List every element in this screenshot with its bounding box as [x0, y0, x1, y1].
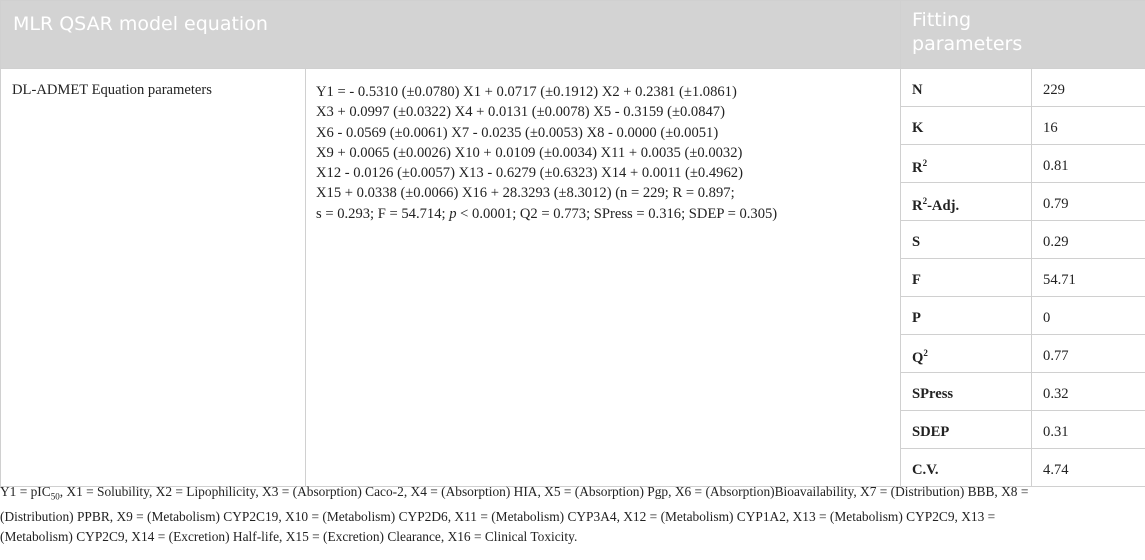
- param-name-k: K: [901, 107, 1032, 145]
- table-footnote: [0, 482, 1140, 547]
- footnote-line: (Distribution) PPBR, X9 = (Metabolism) CYP2C19, X10 = (Metabolism) CYP2D6, X11 = (Metabolism) CYP3A4, X12 = (Metabolism) CYP1A2, X13 = (Metabolism) CYP2C9, X13 =: [0, 508, 996, 524]
- equation-line: X9 + 0.0065 (±0.0026) X10 + 0.0109 (±0.0034) X11 + 0.0035 (±0.0032): [316, 144, 743, 161]
- equation-line: Y1 = - 0.5310 (±0.0780) X1 + 0.0717 (±0.1912) X2 + 0.2381 (±1.0861): [316, 84, 737, 100]
- equation-text: s = 0.293; F = 54.714;: [316, 205, 450, 222]
- equation-line: X12 - 0.0126 (±0.0057) X13 - 0.6279 (±0.6323) X14 + 0.0011 (±0.4962): [316, 165, 743, 182]
- param-value-sdep: 0.31: [1032, 411, 1145, 449]
- param-name-sdep: SDEP: [901, 411, 1032, 449]
- equation-line: X6 - 0.0569 (±0.0061) X7 - 0.0235 (±0.0053) X8 - 0.0000 (±0.0051): [316, 124, 719, 141]
- table-row: [1, 69, 1145, 107]
- param-value-r2: 0.81: [1032, 145, 1145, 183]
- param-name-p: P: [901, 297, 1032, 335]
- param-name-text: R: [912, 197, 923, 214]
- param-name-spress: SPress: [901, 373, 1032, 411]
- header-fitting-line1: Fitting: [912, 9, 972, 31]
- row-label: DL-ADMET Equation parameters: [1, 69, 306, 487]
- param-value-r2-adj: 0.79: [1032, 183, 1145, 221]
- param-value-spress: 0.32: [1032, 373, 1145, 411]
- param-name-suffix: -Adj.: [927, 197, 960, 214]
- param-name-sup: 2: [923, 348, 928, 358]
- footnote-text: Y1 = pIC: [0, 484, 51, 499]
- param-name-sup: 2: [922, 158, 928, 168]
- param-name-n: N: [901, 69, 1032, 107]
- param-value-f: 54.71: [1032, 259, 1145, 297]
- footnote-text: , X1 = Solubility, X2 = Lipophilicity, X3 = (Absorption) Caco-2, X4 = (Absorption) HIA, X5 = (Absorption) Pgp, X6 = (Absorption)Bioavailability, X7 = (Distribution) BBB, X8 =: [59, 484, 1029, 499]
- param-name-sup: 2: [922, 196, 928, 206]
- header-model-equation: MLR QSAR model equation: [1, 1, 901, 69]
- equation-cell: [306, 69, 901, 487]
- footnote-line: [0, 482, 1140, 507]
- param-value-cv: 4.74: [1032, 449, 1145, 487]
- param-name-r2: [901, 145, 1032, 183]
- header-fitting-line2: parameters: [912, 33, 1023, 55]
- param-name-text: Q: [912, 349, 924, 366]
- header-row: [1, 1, 1145, 69]
- header-fitting-parameters: [901, 1, 1145, 69]
- footnote-line: (Metabolism) CYP2C9, X14 = (Excretion) Half-life, X15 = (Excretion) Clearance, X16 = Clinical Toxicity.: [0, 528, 578, 544]
- param-value-n: 229: [1032, 69, 1145, 107]
- param-value-k: 16: [1032, 107, 1145, 145]
- equation-line: X3 + 0.0997 (±0.0322) X4 + 0.0131 (±0.0078) X5 - 0.3159 (±0.0847): [316, 104, 725, 121]
- param-name-q2: [901, 335, 1032, 373]
- equation-p-italic: p: [449, 205, 457, 222]
- equation-line: X15 + 0.0338 (±0.0066) X16 + 28.3293 (±8.3012) (n = 229; R = 0.897;: [316, 185, 735, 202]
- equation-line-last: [316, 204, 892, 224]
- param-name-s: S: [901, 221, 1032, 259]
- param-name-f: F: [901, 259, 1032, 297]
- param-name-text: R: [912, 159, 923, 176]
- param-value-q2: 0.77: [1032, 335, 1145, 373]
- param-value-p: 0: [1032, 297, 1145, 335]
- param-name-r2-adj: [901, 183, 1032, 221]
- param-name-cv: C.V.: [901, 449, 1032, 487]
- equation-text: < 0.0001; Q2 = 0.773; SPress = 0.316; SDEP = 0.305): [456, 205, 778, 222]
- param-value-s: 0.29: [1032, 221, 1145, 259]
- footnote-sub: 50: [50, 491, 60, 502]
